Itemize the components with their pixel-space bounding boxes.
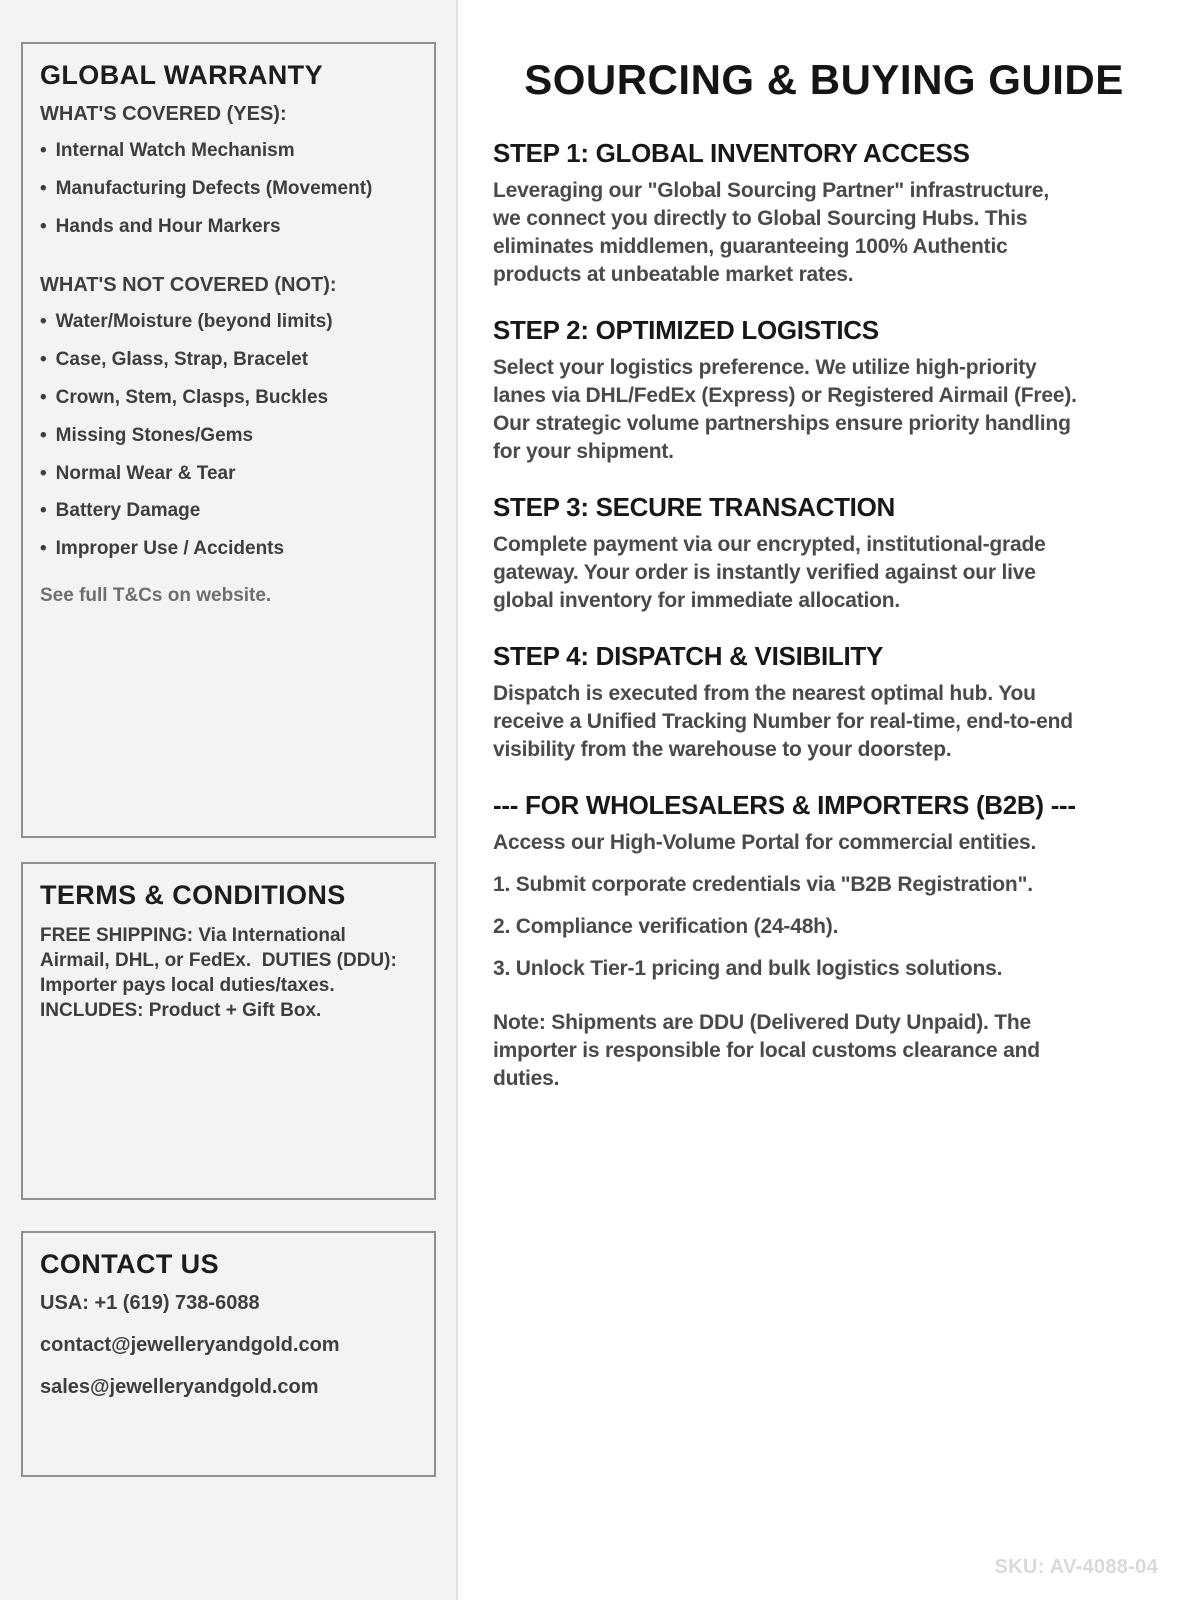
sales-email: sales@jewelleryandgold.com <box>40 1376 319 1398</box>
step-1-body: Leveraging our "Global Sourcing Partner" infrastructure, we connect you directly to Global Sourcing Hubs. This eliminates middlemen, guaranteeing 100% Authentic products at unbeatable market rates. <box>493 179 1049 286</box>
contact-email: contact@jewelleryandgold.com <box>40 1334 340 1356</box>
list-item: • Battery Damage <box>40 500 417 523</box>
contact-us-panel <box>21 1231 436 1477</box>
global-warranty-panel <box>21 42 436 838</box>
sidebar <box>0 0 458 1600</box>
sku-label: SKU: AV-4088-04 <box>994 1556 1158 1578</box>
page-title: SOURCING & BUYING GUIDE <box>524 56 1124 103</box>
terms-conditions-panel <box>21 862 436 1200</box>
terms-title: TERMS & CONDITIONS <box>40 880 346 910</box>
step-2-body: Select your logistics preference. We utilize high-priority lanes via DHL/FedEx (Express) or Registered Airmail (Free). Our strategic volume partnerships ensure priority handling for your shipment. <box>493 356 1077 463</box>
section-b2b <box>493 790 1155 1093</box>
not-covered-heading: WHAT'S NOT COVERED (NOT): <box>40 274 337 297</box>
covered-heading: WHAT'S COVERED (YES): <box>40 103 287 125</box>
list-item: • Crown, Stem, Clasps, Buckles <box>40 387 417 410</box>
section-step-1 <box>493 138 1155 289</box>
list-item: • Water/Moisture (beyond limits) <box>40 311 417 334</box>
list-item: • Normal Wear & Tear <box>40 463 417 486</box>
list-item: • Missing Stones/Gems <box>40 425 417 448</box>
list-item: • Manufacturing Defects (Movement) <box>40 178 417 201</box>
step-4-heading: STEP 4: DISPATCH & VISIBILITY <box>493 641 884 671</box>
list-item: • Improper Use / Accidents <box>40 538 417 561</box>
section-step-4 <box>493 641 1155 764</box>
step-1-heading: STEP 1: GLOBAL INVENTORY ACCESS <box>493 138 970 168</box>
not-covered-list <box>40 311 417 561</box>
section-step-3 <box>493 492 1155 615</box>
contact-phone: USA: +1 (619) 738-6088 <box>40 1292 260 1314</box>
step-3-heading: STEP 3: SECURE TRANSACTION <box>493 492 895 522</box>
warranty-title: GLOBAL WARRANTY <box>40 60 323 90</box>
warranty-footnote: See full T&Cs on website. <box>40 584 272 606</box>
covered-list <box>40 140 417 238</box>
b2b-step-3: 3. Unlock Tier-1 pricing and bulk logistics solutions. <box>493 957 1003 980</box>
main-content <box>458 0 1200 1600</box>
step-2-heading: STEP 2: OPTIMIZED LOGISTICS <box>493 315 879 345</box>
section-step-2 <box>493 315 1155 466</box>
list-item: • Case, Glass, Strap, Bracelet <box>40 349 417 372</box>
b2b-heading: --- FOR WHOLESALERS & IMPORTERS (B2B) --- <box>493 790 1076 820</box>
contact-title: CONTACT US <box>40 1249 219 1279</box>
b2b-step-2: 2. Compliance verification (24-48h). <box>493 915 839 938</box>
terms-body: FREE SHIPPING: Via International Airmail, DHL, or FedEx. DUTIES (DDU): Importer pays local duties/taxes. INCLUDES: Product + Gift Box. <box>40 925 403 1021</box>
list-item: • Internal Watch Mechanism <box>40 140 417 163</box>
list-item: • Hands and Hour Markers <box>40 216 417 239</box>
step-3-body: Complete payment via our encrypted, institutional-grade gateway. Your order is instantly verified against our live global inventory for immediate allocation. <box>493 533 1046 612</box>
b2b-step-1: 1. Submit corporate credentials via "B2B Registration". <box>493 873 1033 896</box>
step-4-body: Dispatch is executed from the nearest optimal hub. You receive a Unified Tracking Number for real-time, end-to-end visibility from the warehouse to your doorstep. <box>493 682 1073 761</box>
b2b-intro: Access our High-Volume Portal for commercial entities. <box>493 831 1037 854</box>
b2b-note: Note: Shipments are DDU (Delivered Duty Unpaid). The importer is responsible for local customs clearance and duties. <box>493 1011 1040 1090</box>
